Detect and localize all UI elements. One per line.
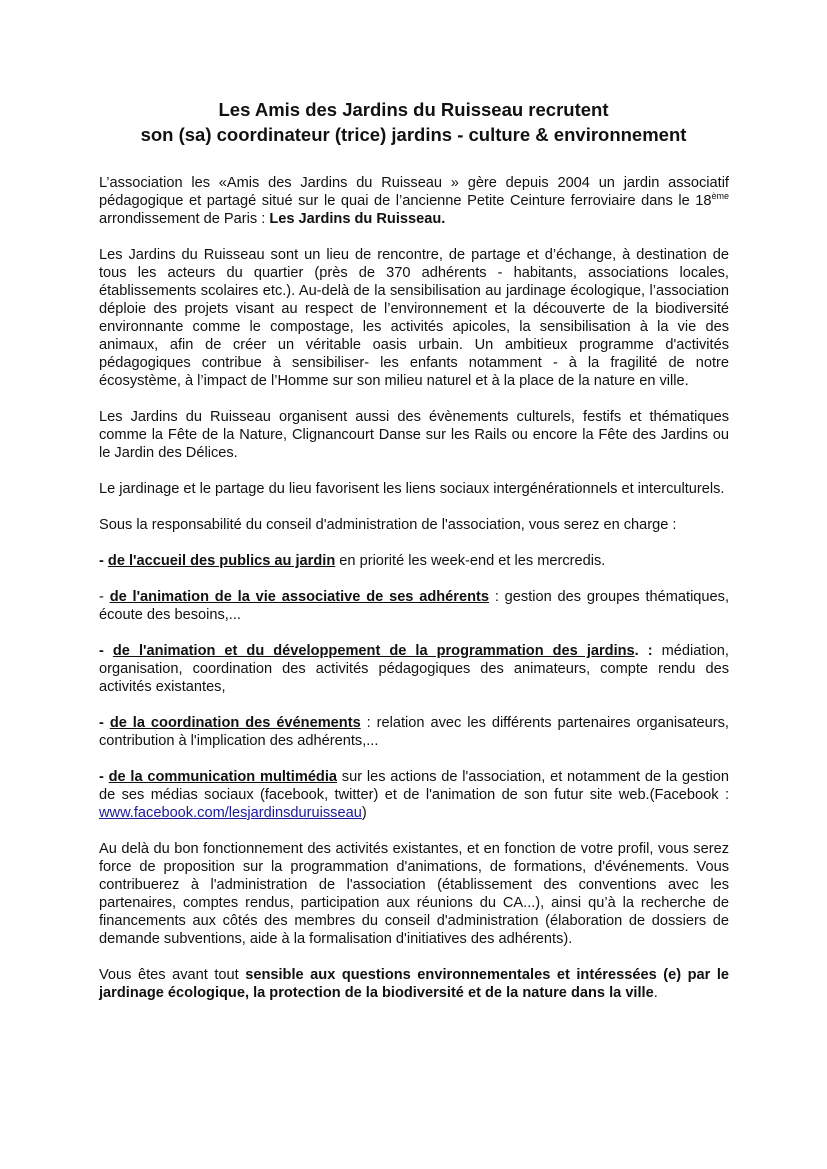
title-line-2: son (sa) coordinateur (trice) jardins - culture & environnement [140, 124, 687, 145]
duty-coordination: - de la coordination des événements : relation avec les différents partenaires organisateurs, contribution à l'implication des adhérents,... [99, 715, 729, 749]
duty-coordination-title: de la coordination des événements [109, 715, 361, 731]
duty-programmation-title: de l'animation et du développement de la programmation des jardins [112, 643, 635, 659]
intro-paragraph [99, 174, 729, 228]
paragraph-liens-sociaux: Le jardinage et le partage du lieu favorisent les liens sociaux intergénérationnels et interculturels. [99, 481, 725, 497]
intro-superscript: ème [711, 191, 729, 202]
intro-text: L’association les «Amis des Jardins du Ruisseau » gère depuis 2004 un jardin associatif pédagogique et partagé situé sur le quai de l’ancienne Petite Ceinture ferroviaire dans le 18 [99, 175, 729, 209]
duty-vie-associative-title: de l'animation de la vie associative de ses adhérents [109, 589, 489, 605]
duty-programmation: - de l'animation et du développement de la programmation des jardins. : médiation, organisation, coordination des activités pédagogiques des animateurs, compte rendu des activités existantes, [99, 643, 729, 695]
paragraph-evenements: Les Jardins du Ruisseau organisent aussi des évènements culturels, festifs et thématiques comme la Fête de la Nature, Clignancourt Danse sur les Rails ou encore la Fête des Jardins ou le Jardin des Délices. [99, 409, 729, 461]
paragraph-responsabilite: Sous la responsabilité du conseil d'administration de l'association, vous serez en charge : [99, 517, 677, 533]
duty-communication: - de la communication multimédia sur les actions de l'association, et notamment de la gestion de ses médias sociaux (facebook, twitter) et de l'animation de son futur site web.(Facebook : www.facebook.com/lesjardinsduruisseau) [99, 769, 730, 821]
paragraph-profil: Vous êtes avant tout sensible aux questions environnementales et intéressées (e) par le jardinage écologique, la protection de la biodiversité et de la nature dans la ville. [99, 967, 730, 1001]
profil-bold: sensible aux questions environnementales et intéressées (e) par le jardinage écologique, la protection de la biodiversité et de la nature dans la ville [99, 967, 730, 1001]
paragraph-lieu: Les Jardins du Ruisseau sont un lieu de rencontre, de partage et d’échange, à destination de tous les acteurs du quartier (près de 370 adhérents - habitants, associations locales, établissements scolaires etc.). Au-delà de la sensibilisation au jardinage écologique, l’association déploie des projets visant au respect de l’environnement et la découverte de la biodiversité environnante comme le compostage, les activités apicoles, la sensibilisation à la vie des animaux, afin de créer un véritable oasis urbain. Un ambitieux programme d'activités pédagogiques contribue à sensibiliser- les enfants notamment - à la fragilité de notre écosystème, à l’impact de l’Homme sur son milieu naturel et à la place de la nature en ville. [99, 247, 729, 389]
duty-accueil-title: de l'accueil des publics au jardin [107, 553, 336, 569]
title-line-1: Les Amis des Jardins du Ruisseau recrutent [218, 99, 609, 120]
document-body [99, 174, 729, 1002]
duty-communication-title: de la communication multimédia [108, 769, 338, 785]
page-title [60, 97, 767, 147]
intro-text-2: arrondissement de Paris : [99, 211, 270, 227]
intro-bold: Les Jardins du Ruisseau. [269, 211, 446, 227]
duty-accueil: - de l'accueil des publics au jardin en priorité les week-end et les mercredis. [99, 553, 606, 569]
duty-vie-associative: - de l'animation de la vie associative de ses adhérents : gestion des groupes thématiques, écoute des besoins,... [99, 589, 730, 623]
paragraph-proposition: Au delà du bon fonctionnement des activités existantes, et en fonction de votre profil, vous serez force de proposition sur la programmation d'animations, de formations, d'événements. Vous contribuerez à l'administration de l'association (établissement des conventions avec les partenaires, comptes rendus, participation aux réunions du CA...), ainsi qu’à la recherche de financements aux côtés des membres du conseil d'administration (élaboration de dossiers de demande subventions, aide à la formalisation d'initiatives des adhérents). [99, 841, 729, 947]
facebook-link[interactable]: www.facebook.com/lesjardinsduruisseau [99, 805, 362, 821]
